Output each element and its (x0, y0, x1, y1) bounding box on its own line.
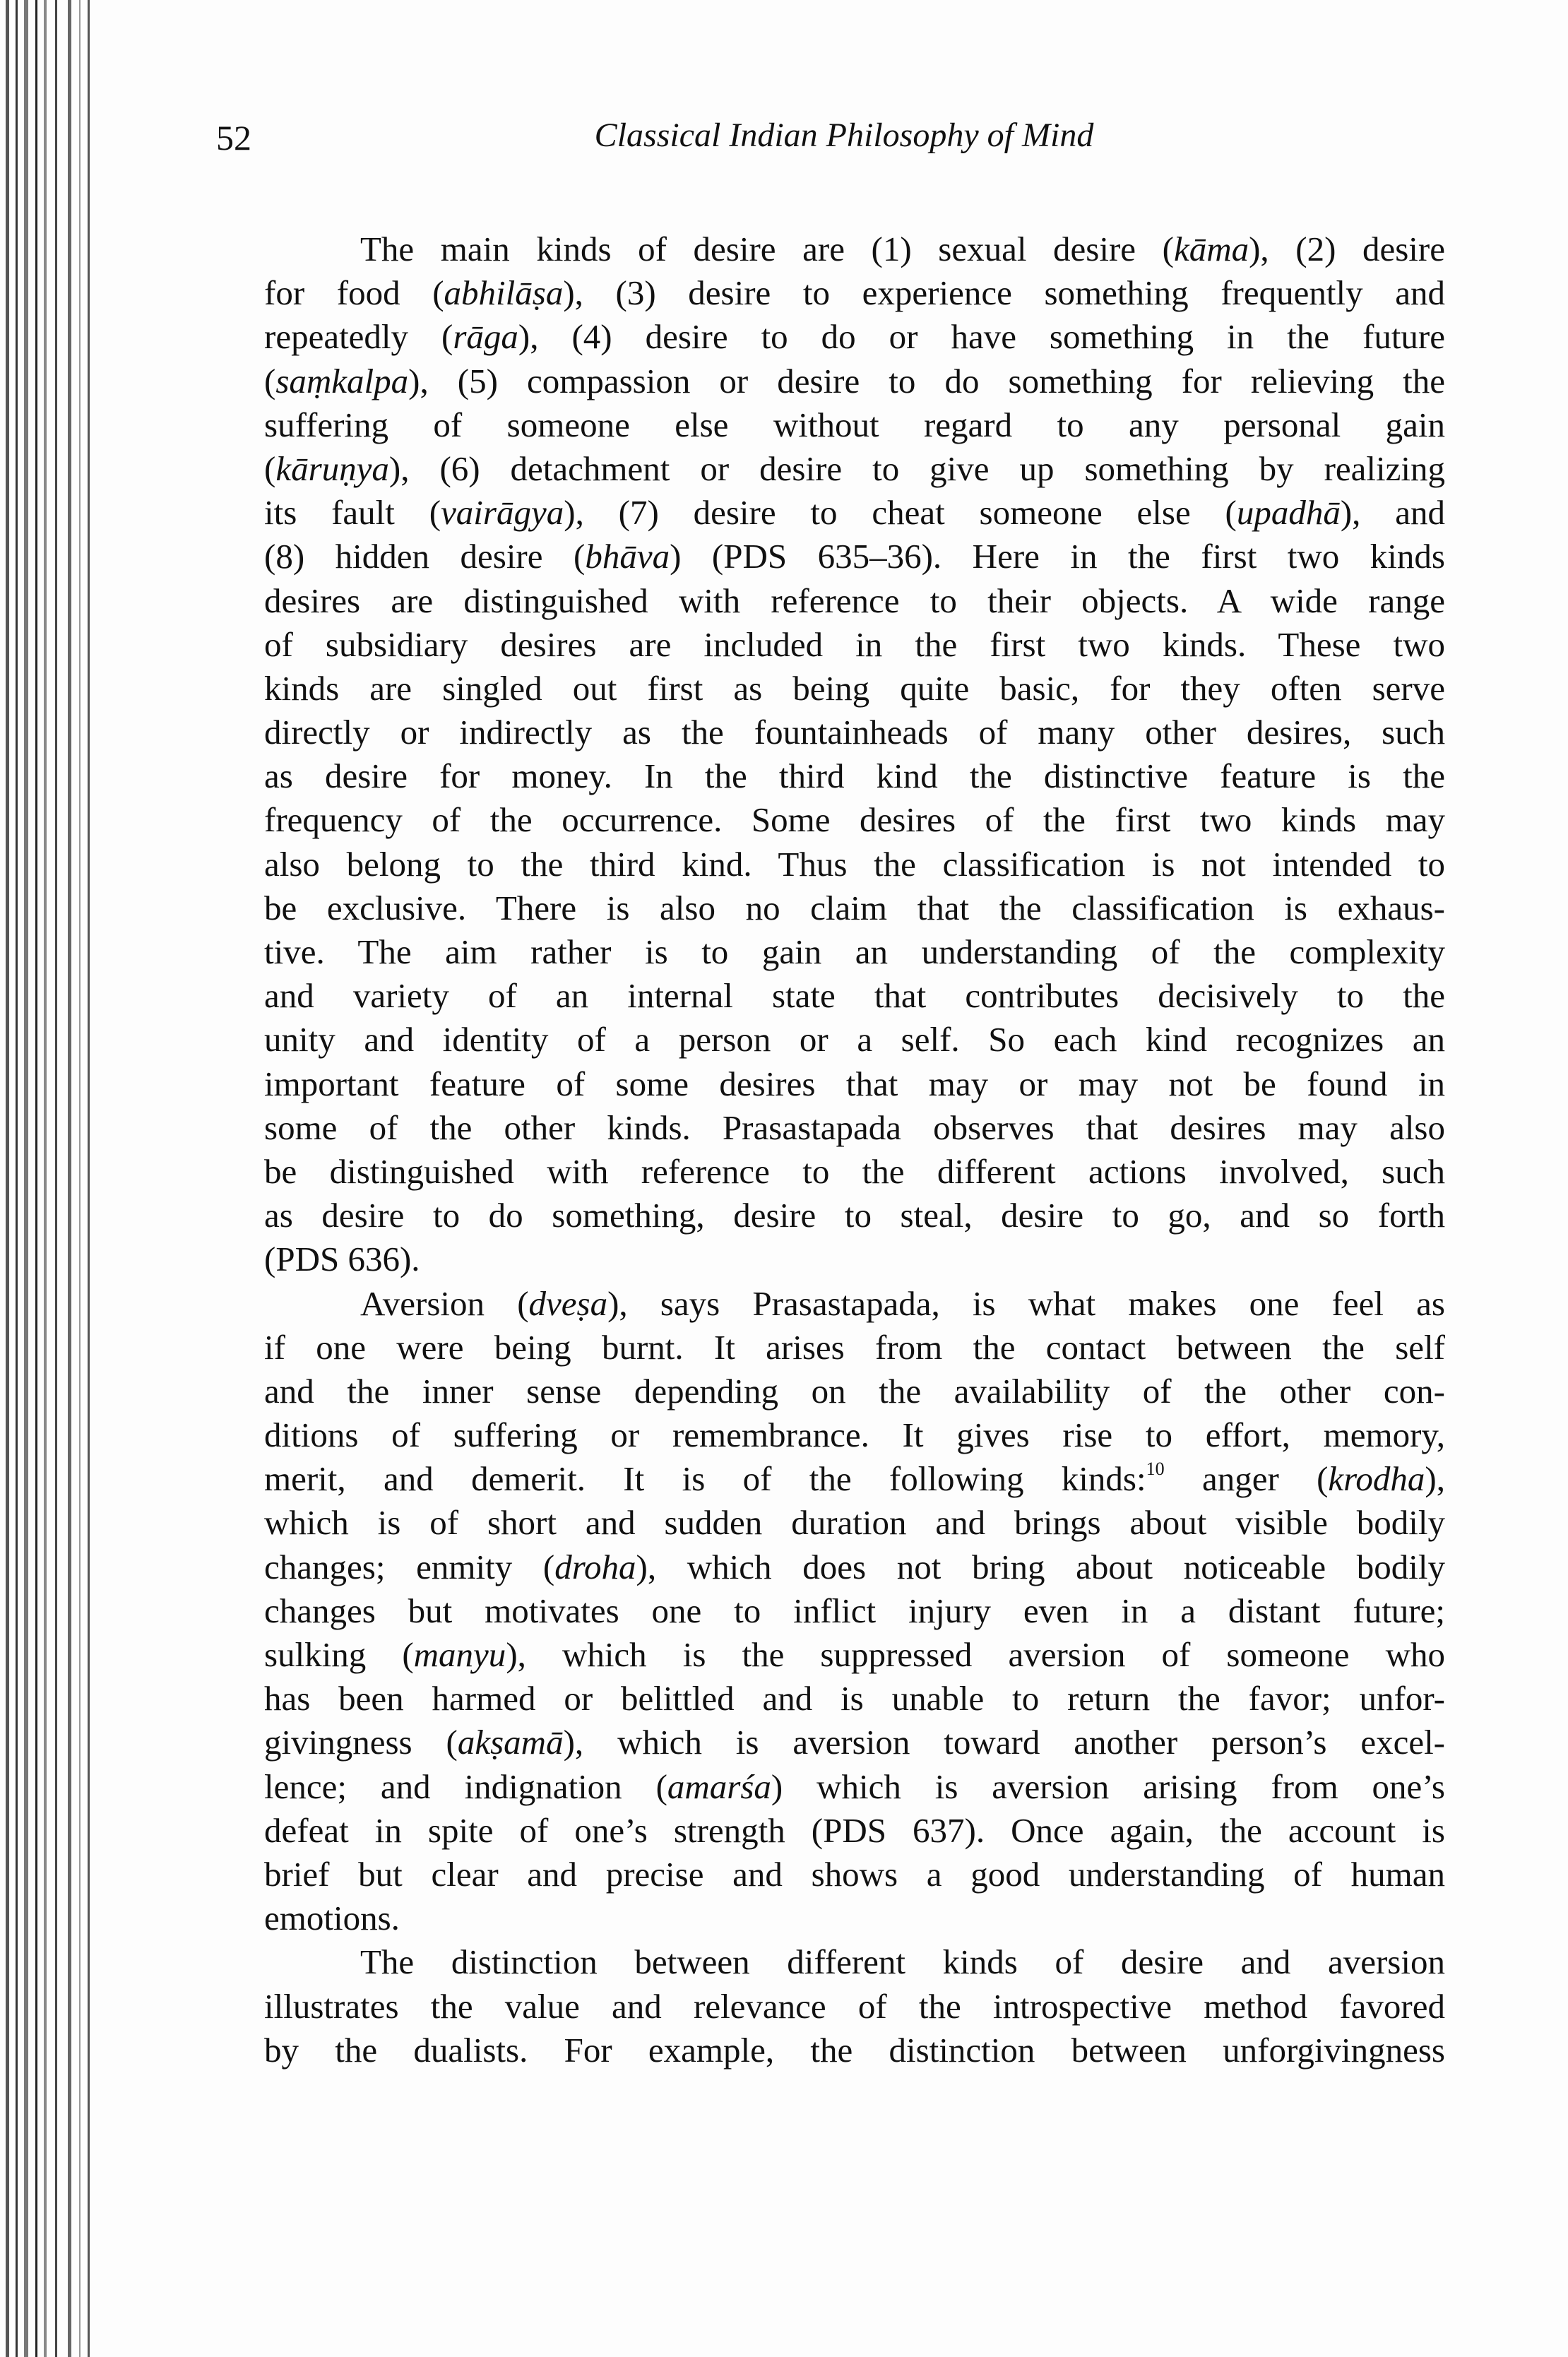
sanskrit-term: droha (554, 1547, 636, 1586)
text-line (264, 1545, 1445, 1589)
text-segment: some of the other kinds. Prasastapada observes that desires may also (264, 1108, 1445, 1147)
text-segment: ), (4) desire to do or have something in the future (518, 317, 1445, 357)
text-segment: ), says Prasastapada, is what makes one feel as (607, 1283, 1445, 1323)
sanskrit-term: abhilāṣa (444, 273, 564, 313)
text-line (264, 1677, 1445, 1721)
footnote-ref: 10 (1146, 1459, 1165, 1480)
text-line (264, 667, 1445, 711)
text-segment: defeat in spite of one’s strength (PDS 637). Once again, the account is (264, 1810, 1445, 1850)
text-segment: ), which is the suppressed aversion of someone who (506, 1635, 1445, 1674)
text-line (264, 1370, 1445, 1413)
text-line (264, 1413, 1445, 1457)
text-segment: be exclusive. There is also no claim that the classification is exhaus- (264, 888, 1445, 927)
text-segment: if one were being burnt. It arises from the contact between the self (264, 1327, 1445, 1367)
text-segment: important feature of some desires that may or may not be found in (264, 1064, 1445, 1103)
text-segment: unity and identity of a person or a self. So each kind recognizes an (264, 1020, 1445, 1059)
book-binding-gutter (0, 0, 99, 2357)
text-line (264, 579, 1445, 623)
text-line (264, 1106, 1445, 1150)
text-line (264, 1150, 1445, 1194)
sanskrit-term: bhāva (585, 537, 670, 576)
text-segment: lence; and indignation ( (264, 1767, 667, 1806)
text-line (264, 843, 1445, 886)
text-segment: merit, and demerit. It is of the following kinds: (264, 1459, 1146, 1499)
text-segment: repeatedly ( (264, 317, 453, 357)
text-segment: ), (3) desire to experience something frequently and (563, 273, 1445, 313)
page-number: 52 (216, 118, 251, 158)
text-segment: for food ( (264, 273, 444, 313)
text-segment: ), (7) desire to cheat someone else ( (564, 493, 1237, 533)
text-line (264, 1721, 1445, 1764)
text-segment: (8) hidden desire ( (264, 537, 586, 576)
text-line (264, 798, 1445, 842)
text-line (264, 1457, 1445, 1501)
text-line (264, 1501, 1445, 1545)
text-segment: ), which does not bring about noticeable bodily (636, 1547, 1445, 1586)
text-segment: and the inner sense depending on the availability of the other con- (264, 1371, 1445, 1411)
text-line (264, 1237, 1445, 1281)
text-line (264, 886, 1445, 930)
sanskrit-term: kāma (1173, 230, 1249, 268)
text-segment: changes but motivates one to inflict injury even in a distant future; (264, 1591, 1445, 1630)
text-line (264, 1940, 1445, 1984)
text-segment: which is of short and sudden duration and brings about visible bodily (264, 1503, 1445, 1543)
text-segment: changes; enmity ( (264, 1547, 555, 1586)
text-segment: Aversion ( (360, 1283, 529, 1323)
text-segment: ), (2) desire (1249, 230, 1445, 268)
text-segment: ( (264, 361, 276, 400)
text-line (264, 711, 1445, 754)
text-line (264, 1896, 1445, 1940)
sanskrit-term: saṃkalpa (275, 361, 409, 400)
sanskrit-term: krodha (1328, 1459, 1425, 1499)
text-segment: frequency of the occurrence. Some desires of the first two kinds may (264, 800, 1445, 840)
text-segment: ), which is aversion toward another person’s excel- (563, 1723, 1446, 1762)
text-segment: The distinction between different kinds of desire and aversion (360, 1942, 1445, 1982)
text-line (264, 1809, 1445, 1853)
text-segment: ), (6) detachment or desire to give up something by realizing (388, 449, 1445, 488)
text-segment: (PDS 636). (264, 1240, 420, 1279)
text-segment: by the dualists. For example, the distinction between unforgivingness (264, 2030, 1445, 2070)
text-segment: its fault ( (264, 493, 441, 533)
text-line (264, 535, 1445, 578)
text-segment: ), (1425, 1459, 1445, 1499)
text-line (264, 447, 1445, 491)
text-line (264, 1282, 1445, 1326)
running-title: Classical Indian Philosophy of Mind (594, 117, 1094, 154)
text-segment: emotions. (264, 1899, 400, 1938)
text-segment: suffering of someone else without regard to any personal gain (264, 405, 1445, 444)
sanskrit-term: dveṣa (528, 1283, 608, 1323)
text-segment: ) (PDS 635–36). Here in the first two kinds (670, 537, 1445, 576)
text-line (264, 1018, 1445, 1062)
text-line (264, 403, 1445, 447)
text-segment: anger ( (1164, 1459, 1329, 1499)
text-line (264, 2029, 1445, 2072)
text-segment: be distinguished with reference to the different actions involved, such (264, 1151, 1445, 1191)
text-segment: also belong to the third kind. Thus the classification is not intended to (264, 844, 1445, 884)
text-line (264, 360, 1445, 403)
text-segment: illustrates the value and relevance of the introspective method favored (264, 1986, 1445, 2026)
text-segment: The main kinds of desire are (1) sexual desire ( (360, 230, 1174, 268)
text-segment: has been harmed or belittled and is unable to return the favor; unfor- (264, 1679, 1445, 1718)
text-segment: as desire to do something, desire to steal, desire to go, and so forth (264, 1196, 1445, 1235)
text-segment: ( (264, 449, 276, 488)
sanskrit-term: vairāgya (441, 493, 564, 533)
sanskrit-term: kāruṇya (275, 449, 389, 488)
text-line (264, 1326, 1445, 1370)
text-line (264, 1985, 1445, 2029)
text-line (264, 623, 1445, 667)
text-line (264, 1633, 1445, 1677)
sanskrit-term: amarśa (667, 1767, 771, 1806)
text-line (264, 754, 1445, 798)
text-line (264, 1589, 1445, 1633)
text-segment: sulking ( (264, 1635, 414, 1674)
text-line (264, 491, 1445, 535)
sanskrit-term: akṣamā (457, 1723, 564, 1762)
text-line (264, 1853, 1445, 1896)
text-line (264, 271, 1445, 315)
sanskrit-term: manyu (413, 1635, 506, 1674)
sanskrit-term: upadhā (1236, 493, 1341, 533)
text-segment: kinds are singled out first as being quite basic, for they often serve (264, 668, 1445, 708)
text-segment: desires are distinguished with reference to their objects. A wide range (264, 581, 1445, 620)
text-line (264, 930, 1445, 974)
text-segment: directly or indirectly as the fountainheads of many other desires, such (264, 713, 1445, 752)
text-line (264, 1194, 1445, 1237)
text-line (264, 1062, 1445, 1106)
sanskrit-term: rāga (453, 317, 518, 357)
text-segment: as desire for money. In the third kind the distinctive feature is the (264, 756, 1445, 796)
text-line (264, 974, 1445, 1018)
text-segment: ), (5) compassion or desire to do something for relieving the (408, 361, 1445, 400)
text-segment: ), and (1340, 493, 1445, 533)
text-line (264, 315, 1445, 359)
body-text (264, 227, 1445, 2072)
text-segment: tive. The aim rather is to gain an understanding of the complexity (264, 932, 1445, 971)
text-segment: ditions of suffering or remembrance. It gives rise to effort, memory, (264, 1415, 1445, 1455)
text-segment: ) which is aversion arising from one’s (771, 1767, 1445, 1806)
text-segment: and variety of an internal state that contributes decisively to the (264, 976, 1445, 1016)
text-segment: of subsidiary desires are included in the first two kinds. These two (264, 624, 1445, 664)
text-segment: givingness ( (264, 1723, 458, 1762)
text-line (264, 1765, 1445, 1809)
text-segment: brief but clear and precise and shows a good understanding of human (264, 1854, 1445, 1894)
text-line (264, 227, 1445, 271)
